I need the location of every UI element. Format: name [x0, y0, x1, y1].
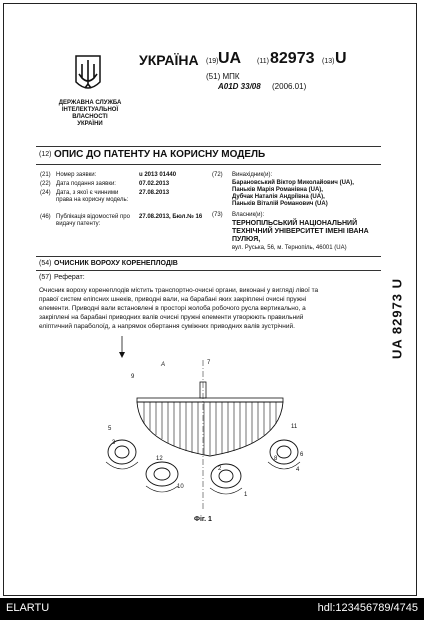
doc-title-num: (12)	[39, 151, 52, 158]
biblio-num: (21)	[40, 172, 51, 178]
figure-ref-label: 6	[300, 452, 304, 458]
inventors-label: Винахідник(и):	[232, 172, 273, 178]
figure-ref-label: 2	[218, 466, 222, 472]
abstract-label: Реферат:	[54, 274, 85, 281]
trident-emblem-icon	[74, 54, 102, 96]
figure-ref-label: 7	[207, 360, 211, 366]
side-patent-code	[387, 266, 405, 376]
biblio-value: u 2013 01440	[139, 172, 177, 178]
figure-ref-label: 5	[108, 426, 112, 432]
figure-ref-label: 4	[296, 467, 300, 473]
figure-ref-label: 11	[291, 424, 298, 430]
biblio-value: 27.08.2013	[139, 190, 170, 196]
kind-code: U	[335, 50, 347, 67]
footer-bar	[0, 598, 424, 620]
abstract-num: (57)	[39, 274, 52, 281]
biblio-label: Дата, з якої є чинними права на корисну модель:	[56, 190, 129, 203]
biblio-num: (24)	[40, 190, 51, 196]
side-code-text: UA 82973 U	[389, 277, 405, 360]
agency-name: ДЕРЖАВНА СЛУЖБА ІНТЕЛЕКТУАЛЬНОЇ ВЛАСНОСТІ УКРАЇНИ	[58, 100, 122, 127]
biblio-num: (46)	[40, 214, 51, 220]
country-code: UA	[218, 50, 242, 67]
figure-1-drawing	[84, 334, 324, 514]
model-title: ОЧИСНИК ВОРОХУ КОРЕНЕПЛОДІВ	[54, 260, 178, 267]
owner-num: (73)	[212, 212, 223, 218]
owner-address: вул. Руська, 56, м. Тернопіль, 46001 (UA)	[232, 245, 347, 251]
figure-ref-label: 1	[244, 492, 248, 498]
figure-ref-label: 9	[131, 374, 135, 380]
doc-title: ОПИС ДО ПАТЕНТУ НА КОРИСНУ МОДЕЛЬ	[54, 149, 266, 160]
figure-ref-label: 3	[112, 440, 116, 446]
figure-ref-label: 8	[274, 456, 278, 462]
biblio-label: Дата подання заявки:	[56, 181, 116, 187]
owner-label: Власник(и):	[232, 212, 265, 218]
abstract-text: Очисник вороху коренеплодів містить транспортно-очисні органи, виконані у вигляді лівої та правої систем еліпсних шнеків, приводні вали, на барабані яких закріплені очисні пружні елементи. Приводні вали встановлені в просторі жолоба робочого русла вертикально, а закріплені на барабані приводних валів очисні пружні елементи утворюють правильний еліптичний параболоїд, а напрямок обертання суміжних приводних валів зустрічний.	[39, 287, 319, 330]
mpk-label: (51) МПК	[206, 72, 240, 81]
kind-label: (13)	[322, 58, 335, 65]
biblio-label: Публікація відомостей про видачу патенту:	[56, 214, 130, 227]
footer-source: ELARTU	[6, 602, 50, 614]
patent-num-label: (11)	[257, 58, 269, 65]
owner-name: ТЕРНОПІЛЬСЬКИЙ НАЦІОНАЛЬНИЙ ТЕХНІЧНИЙ УНІВЕРСИТЕТ ІМЕНІ ІВАНА ПУЛЮЯ,	[232, 220, 369, 243]
figure-ref-label: 12	[156, 456, 163, 462]
code-num: (19)	[206, 58, 219, 65]
footer-handle[interactable]: hdl:123456789/4745	[317, 602, 418, 614]
inventors-num: (72)	[212, 172, 223, 178]
figure-arrow-label: A	[161, 362, 166, 368]
biblio-value: 07.02.2013	[139, 181, 170, 187]
biblio-num: (22)	[40, 181, 51, 187]
mpk-year: (2006.01)	[272, 82, 307, 91]
patent-number: 82973	[270, 50, 315, 67]
biblio-label: Номер заявки:	[56, 172, 97, 178]
country-name: УКРАЇНА	[139, 52, 199, 68]
figure-ref-label: 10	[177, 484, 184, 490]
mpk-class: A01D 33/08	[218, 82, 261, 91]
figure-caption: Фіг. 1	[194, 516, 212, 523]
inventors-list: Барановський Віктор Миколайович (UA), Паньків Марія Романівна (UA), Дубчак Наталія Андріївна (UA), Паньків Віталій Романович (UA)	[232, 180, 354, 207]
patent-page	[3, 3, 417, 596]
biblio-value: 27.08.2013, Бюл.№ 16	[139, 214, 203, 220]
model-title-num: (54)	[39, 260, 52, 267]
